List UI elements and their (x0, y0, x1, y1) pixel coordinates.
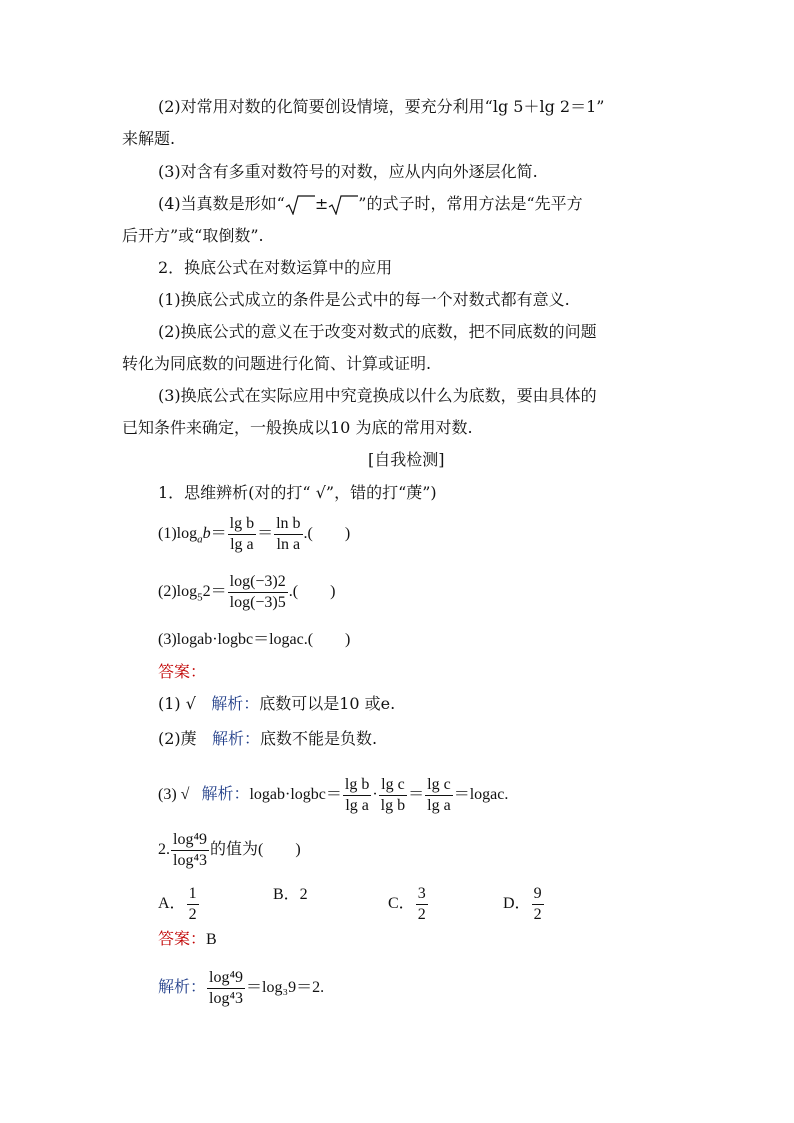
answer-1 (158, 693, 395, 715)
section-2-item-2-line-2: 转化为同底数的问题进行化简、计算或证明. (122, 354, 432, 373)
denominator: log(−3)5 (229, 594, 286, 611)
para-3: (3)对含有多重对数符号的对数，应从内向外逐层化简. (158, 162, 538, 181)
para-2-line-1: (2)对常用对数的化简要创设情境，要充分利用“lg 5＋lg 2＝1” (158, 97, 605, 116)
fraction (532, 884, 544, 925)
denominator: 2 (188, 906, 197, 923)
numerator: ln b (274, 514, 302, 535)
equals: ＝ (257, 525, 274, 543)
question-2 (158, 830, 301, 871)
analysis-label: 解析： (211, 694, 260, 713)
denominator: 2 (533, 906, 542, 923)
plus-minus: ± (314, 194, 329, 213)
denominator: lg a (427, 797, 451, 814)
denominator: lg a (345, 797, 369, 814)
fraction (379, 775, 407, 816)
numerator: lg b (228, 514, 256, 535)
answer-mark: (2)菮 (158, 729, 197, 748)
section-2-title: 2．换底公式在对数运算中的应用 (158, 258, 393, 277)
section-2-item-1: (1)换底公式成立的条件是公式中的每一个对数式都有意义. (158, 290, 570, 309)
fraction (187, 884, 199, 925)
para-4-line-1 (158, 193, 583, 215)
answer-label: 答案： (158, 662, 207, 681)
denominator: log⁴3 (173, 852, 208, 869)
numerator: 1 (187, 884, 199, 905)
denominator: 2 (417, 906, 426, 923)
para-2-line-2: 来解题. (122, 129, 176, 148)
numerator: log⁴9 (171, 830, 209, 851)
denominator: lg b (380, 797, 406, 814)
question-1-item-2 (158, 572, 335, 613)
question-text: 的值为( ) (210, 841, 301, 859)
numerator: log⁴9 (207, 968, 245, 989)
analysis-label: 解析： (201, 784, 250, 804)
section-2-item-3-line-2: 已知条件来确定，一般换成以10 为底的常用对数. (122, 418, 473, 437)
section-2-item-2-line-1: (2)换底公式的意义在于改变对数式的底数，把不同底数的问题 (158, 322, 597, 341)
answer-label: 答案： (158, 929, 207, 948)
numerator: lg b (343, 775, 371, 796)
answer-blank: .( ) (288, 583, 336, 601)
numerator: 3 (416, 884, 428, 905)
fraction (274, 514, 302, 555)
question-2-analysis (158, 968, 324, 1009)
question-1-item-1 (158, 514, 350, 555)
analysis-text: 底数不能是负数. (259, 729, 378, 748)
para-4-line-2: 后开方”或“取倒数”. (122, 226, 264, 245)
fraction (343, 775, 371, 816)
option-label: B．2 (273, 886, 308, 903)
analysis-result: ＝log₃9＝2. (246, 979, 325, 997)
answer-value: B (206, 931, 217, 948)
denominator: ln a (276, 536, 301, 553)
numerator: log(−3)2 (228, 572, 288, 593)
equals: ＝ (210, 583, 227, 601)
question-1-title: 1．思维辨析(对的打“ √”，错的打“菮”) (158, 483, 437, 502)
log-arg: b (202, 525, 211, 543)
fraction (425, 775, 453, 816)
log-arg: 2 (202, 583, 211, 601)
question-1-item-3: (3)logab·logbc＝logac.( ) (158, 631, 351, 648)
para-4-text-b: ”的式子时，常用方法是“先平方 (358, 194, 583, 213)
option-c (388, 884, 429, 925)
answer-mark: (1) √ (158, 694, 196, 713)
log-text: (2)log (158, 583, 198, 601)
analysis-expression: logab·logbc＝ (249, 786, 342, 804)
sqrt-icon (328, 195, 358, 215)
analysis-result: ＝logac. (453, 786, 509, 804)
fraction (171, 830, 209, 871)
log-text: (1)log (158, 525, 198, 543)
answer-mark: (3) √ (158, 786, 190, 804)
option-label: C． (388, 895, 415, 913)
fraction (228, 514, 256, 555)
log-base: a (197, 533, 203, 546)
option-d (503, 884, 545, 925)
analysis-text: 底数可以是10 或e. (259, 694, 396, 713)
numerator: lg c (425, 775, 453, 796)
section-2-item-3-line-1: (3)换底公式在实际应用中究竟换成以什么为底数，要由具体的 (158, 386, 597, 405)
analysis-label: 解析： (158, 977, 207, 997)
answer-2 (158, 728, 377, 750)
answer-blank: .( ) (303, 525, 351, 543)
fraction (207, 968, 245, 1009)
option-label: D． (503, 895, 531, 913)
analysis-label: 解析： (211, 729, 260, 748)
denominator: log⁴3 (209, 990, 244, 1007)
option-b (273, 884, 308, 906)
para-4-text-a: (4)当真数是形如“ (158, 194, 285, 213)
fraction (416, 884, 428, 925)
equals: ＝ (210, 525, 227, 543)
option-a (158, 884, 200, 925)
numerator: lg c (379, 775, 407, 796)
sqrt-icon (285, 195, 315, 215)
denominator: lg a (230, 536, 254, 553)
self-check-heading: [自我检测] (368, 450, 445, 469)
numerator: 9 (532, 884, 544, 905)
fraction (228, 572, 288, 613)
question-2-answer (158, 928, 217, 951)
option-label: A． (158, 895, 186, 913)
log-base: 5 (197, 591, 203, 604)
answer-3: (3) √ 解析：logab·logbc＝ $\frac{\text{lg b}}{\text{lg a}}$ · $\frac{\text{lg c}}{\text{lg b}}$ ＝ $\frac{\text{lg c}}{\text{lg a}}$ ＝logac. (158, 776, 509, 814)
question-number: 2. (158, 841, 170, 859)
